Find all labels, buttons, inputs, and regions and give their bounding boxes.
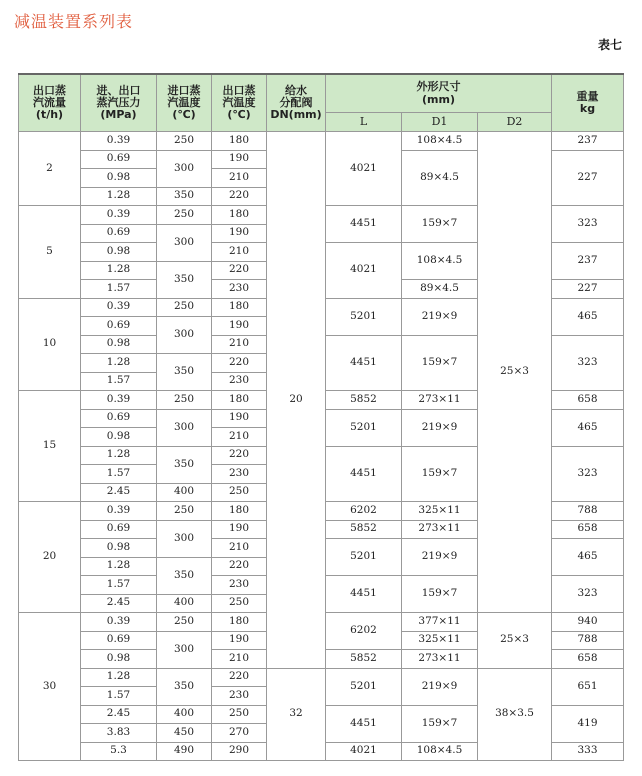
d1-cell: 219×9 bbox=[402, 298, 478, 335]
inlet-temp-cell: 300 bbox=[157, 520, 212, 557]
d1-cell: 219×9 bbox=[402, 409, 478, 446]
inlet-temp-cell: 300 bbox=[157, 150, 212, 187]
pressure-cell: 5.3 bbox=[81, 742, 157, 761]
weight-cell: 237 bbox=[552, 243, 624, 280]
pressure-cell: 0.69 bbox=[81, 224, 157, 243]
length-cell: 4021 bbox=[326, 742, 402, 761]
inlet-temp-cell: 400 bbox=[157, 594, 212, 613]
page-title: 减温装置系列表 bbox=[14, 12, 134, 31]
inlet-temp-cell: 350 bbox=[157, 187, 212, 206]
outlet-temp-cell: 210 bbox=[212, 243, 267, 262]
pressure-cell: 1.57 bbox=[81, 465, 157, 484]
outlet-temp-cell: 220 bbox=[212, 557, 267, 576]
outlet-temp-cell: 250 bbox=[212, 594, 267, 613]
pressure-cell: 0.69 bbox=[81, 631, 157, 650]
outlet-temp-cell: 210 bbox=[212, 169, 267, 188]
inlet-temp-cell: 490 bbox=[157, 742, 212, 761]
d2-cell: 25×3 bbox=[478, 132, 552, 613]
length-cell: 4451 bbox=[326, 335, 402, 391]
d1-cell: 159×7 bbox=[402, 206, 478, 243]
flow-cell: 2 bbox=[19, 132, 81, 206]
weight-cell: 651 bbox=[552, 668, 624, 705]
table-row bbox=[19, 132, 624, 151]
weight-cell: 323 bbox=[552, 206, 624, 243]
outlet-temp-cell: 220 bbox=[212, 261, 267, 280]
d1-cell: 89×4.5 bbox=[402, 150, 478, 206]
length-cell: 5852 bbox=[326, 391, 402, 410]
d1-cell: 273×11 bbox=[402, 391, 478, 410]
d1-cell: 159×7 bbox=[402, 335, 478, 391]
pressure-cell: 0.39 bbox=[81, 206, 157, 225]
inlet-temp-cell: 400 bbox=[157, 705, 212, 724]
pressure-cell: 0.69 bbox=[81, 520, 157, 539]
header-flow: 出口蒸 汽流量 (t/h) bbox=[19, 74, 81, 132]
flow-cell: 20 bbox=[19, 502, 81, 613]
header-D2: D2 bbox=[478, 113, 552, 132]
d1-cell: 108×4.5 bbox=[402, 132, 478, 151]
weight-cell: 333 bbox=[552, 742, 624, 761]
d1-cell: 219×9 bbox=[402, 668, 478, 705]
outlet-temp-cell: 230 bbox=[212, 576, 267, 595]
d2-cell: 38×3.5 bbox=[478, 668, 552, 761]
weight-cell: 788 bbox=[552, 631, 624, 650]
outlet-temp-cell: 180 bbox=[212, 613, 267, 632]
outlet-temp-cell: 220 bbox=[212, 668, 267, 687]
pressure-cell: 0.69 bbox=[81, 317, 157, 336]
inlet-temp-cell: 350 bbox=[157, 446, 212, 483]
weight-cell: 940 bbox=[552, 613, 624, 632]
flow-cell: 5 bbox=[19, 206, 81, 299]
length-cell: 5852 bbox=[326, 650, 402, 669]
weight-cell: 465 bbox=[552, 409, 624, 446]
weight-cell: 465 bbox=[552, 539, 624, 576]
pressure-cell: 0.69 bbox=[81, 409, 157, 428]
outlet-temp-cell: 180 bbox=[212, 298, 267, 317]
inlet-temp-cell: 350 bbox=[157, 354, 212, 391]
inlet-temp-cell: 300 bbox=[157, 631, 212, 668]
header-L: L bbox=[326, 113, 402, 132]
inlet-temp-cell: 300 bbox=[157, 409, 212, 446]
length-cell: 4451 bbox=[326, 705, 402, 742]
pressure-cell: 1.28 bbox=[81, 668, 157, 687]
outlet-temp-cell: 250 bbox=[212, 705, 267, 724]
pressure-cell: 0.98 bbox=[81, 243, 157, 262]
outlet-temp-cell: 190 bbox=[212, 150, 267, 169]
header-outlet-temp: 出口蒸 汽温度 (℃) bbox=[212, 74, 267, 132]
pressure-cell: 0.98 bbox=[81, 335, 157, 354]
pressure-cell: 3.83 bbox=[81, 724, 157, 743]
d1-cell: 159×7 bbox=[402, 705, 478, 742]
inlet-temp-cell: 250 bbox=[157, 132, 212, 151]
d1-cell: 273×11 bbox=[402, 650, 478, 669]
outlet-temp-cell: 190 bbox=[212, 631, 267, 650]
weight-cell: 323 bbox=[552, 335, 624, 391]
outlet-temp-cell: 220 bbox=[212, 187, 267, 206]
pressure-cell: 2.45 bbox=[81, 594, 157, 613]
d1-cell: 325×11 bbox=[402, 631, 478, 650]
pressure-cell: 0.98 bbox=[81, 428, 157, 447]
pressure-cell: 1.28 bbox=[81, 354, 157, 373]
length-cell: 4451 bbox=[326, 576, 402, 613]
weight-cell: 465 bbox=[552, 298, 624, 335]
header-weight: 重量 kg bbox=[552, 74, 624, 132]
inlet-temp-cell: 250 bbox=[157, 206, 212, 225]
header-inlet-temp: 进口蒸 汽温度 (℃) bbox=[157, 74, 212, 132]
inlet-temp-cell: 350 bbox=[157, 557, 212, 594]
outlet-temp-cell: 180 bbox=[212, 391, 267, 410]
outlet-temp-cell: 220 bbox=[212, 354, 267, 373]
d2-cell: 25×3 bbox=[478, 613, 552, 669]
length-cell: 4451 bbox=[326, 206, 402, 243]
length-cell: 5852 bbox=[326, 520, 402, 539]
outlet-temp-cell: 190 bbox=[212, 224, 267, 243]
pressure-cell: 0.39 bbox=[81, 298, 157, 317]
flow-cell: 10 bbox=[19, 298, 81, 391]
weight-cell: 658 bbox=[552, 650, 624, 669]
weight-cell: 227 bbox=[552, 150, 624, 206]
weight-cell: 227 bbox=[552, 280, 624, 299]
outlet-temp-cell: 190 bbox=[212, 520, 267, 539]
pressure-cell: 0.69 bbox=[81, 150, 157, 169]
pressure-cell: 1.28 bbox=[81, 557, 157, 576]
inlet-temp-cell: 350 bbox=[157, 668, 212, 705]
flow-cell: 30 bbox=[19, 613, 81, 761]
inlet-temp-cell: 250 bbox=[157, 613, 212, 632]
inlet-temp-cell: 300 bbox=[157, 224, 212, 261]
length-cell: 4021 bbox=[326, 132, 402, 206]
table-body bbox=[19, 132, 624, 761]
pressure-cell: 1.28 bbox=[81, 446, 157, 465]
valve-cell: 20 bbox=[267, 132, 326, 669]
pressure-cell: 1.57 bbox=[81, 280, 157, 299]
d1-cell: 89×4.5 bbox=[402, 280, 478, 299]
d1-cell: 108×4.5 bbox=[402, 742, 478, 761]
d1-cell: 159×7 bbox=[402, 576, 478, 613]
length-cell: 6202 bbox=[326, 613, 402, 650]
outlet-temp-cell: 180 bbox=[212, 132, 267, 151]
outlet-temp-cell: 210 bbox=[212, 539, 267, 558]
outlet-temp-cell: 190 bbox=[212, 409, 267, 428]
weight-cell: 658 bbox=[552, 520, 624, 539]
weight-cell: 419 bbox=[552, 705, 624, 742]
outlet-temp-cell: 190 bbox=[212, 317, 267, 336]
pressure-cell: 0.39 bbox=[81, 502, 157, 521]
outlet-temp-cell: 250 bbox=[212, 483, 267, 502]
pressure-cell: 1.28 bbox=[81, 261, 157, 280]
d1-cell: 377×11 bbox=[402, 613, 478, 632]
pressure-cell: 2.45 bbox=[81, 483, 157, 502]
length-cell: 5201 bbox=[326, 539, 402, 576]
length-cell: 5201 bbox=[326, 409, 402, 446]
d1-cell: 325×11 bbox=[402, 502, 478, 521]
flow-cell: 15 bbox=[19, 391, 81, 502]
outlet-temp-cell: 290 bbox=[212, 742, 267, 761]
length-cell: 4021 bbox=[326, 243, 402, 299]
outlet-temp-cell: 180 bbox=[212, 206, 267, 225]
weight-cell: 237 bbox=[552, 132, 624, 151]
weight-cell: 658 bbox=[552, 391, 624, 410]
outlet-temp-cell: 210 bbox=[212, 428, 267, 447]
outlet-temp-cell: 270 bbox=[212, 724, 267, 743]
outlet-temp-cell: 230 bbox=[212, 687, 267, 706]
pressure-cell: 1.57 bbox=[81, 687, 157, 706]
outlet-temp-cell: 180 bbox=[212, 502, 267, 521]
outlet-temp-cell: 210 bbox=[212, 335, 267, 354]
spec-table bbox=[18, 73, 624, 761]
weight-cell: 323 bbox=[552, 446, 624, 502]
outlet-temp-cell: 230 bbox=[212, 465, 267, 484]
inlet-temp-cell: 250 bbox=[157, 298, 212, 317]
pressure-cell: 0.98 bbox=[81, 169, 157, 188]
outlet-temp-cell: 210 bbox=[212, 650, 267, 669]
inlet-temp-cell: 250 bbox=[157, 391, 212, 410]
table-row bbox=[19, 668, 624, 687]
d1-cell: 108×4.5 bbox=[402, 243, 478, 280]
pressure-cell: 0.39 bbox=[81, 132, 157, 151]
inlet-temp-cell: 350 bbox=[157, 261, 212, 298]
length-cell: 6202 bbox=[326, 502, 402, 521]
inlet-temp-cell: 300 bbox=[157, 317, 212, 354]
d1-cell: 273×11 bbox=[402, 520, 478, 539]
pressure-cell: 2.45 bbox=[81, 705, 157, 724]
pressure-cell: 0.39 bbox=[81, 391, 157, 410]
inlet-temp-cell: 400 bbox=[157, 483, 212, 502]
inlet-temp-cell: 250 bbox=[157, 502, 212, 521]
outlet-temp-cell: 220 bbox=[212, 446, 267, 465]
weight-cell: 323 bbox=[552, 576, 624, 613]
outlet-temp-cell: 230 bbox=[212, 372, 267, 391]
header-dimensions: 外形尺寸 (mm) bbox=[326, 74, 552, 113]
pressure-cell: 0.98 bbox=[81, 539, 157, 558]
length-cell: 5201 bbox=[326, 298, 402, 335]
outlet-temp-cell: 230 bbox=[212, 280, 267, 299]
pressure-cell: 0.98 bbox=[81, 650, 157, 669]
length-cell: 4451 bbox=[326, 446, 402, 502]
header-valve: 给水 分配阀 DN(mm) bbox=[267, 74, 326, 132]
d1-cell: 219×9 bbox=[402, 539, 478, 576]
weight-cell: 788 bbox=[552, 502, 624, 521]
length-cell: 5201 bbox=[326, 668, 402, 705]
pressure-cell: 1.57 bbox=[81, 372, 157, 391]
header-D1: D1 bbox=[402, 113, 478, 132]
pressure-cell: 1.57 bbox=[81, 576, 157, 595]
header-pressure: 进、出口 蒸汽压力 (MPa) bbox=[81, 74, 157, 132]
d1-cell: 159×7 bbox=[402, 446, 478, 502]
inlet-temp-cell: 450 bbox=[157, 724, 212, 743]
pressure-cell: 1.28 bbox=[81, 187, 157, 206]
table-number: 表七 bbox=[597, 38, 622, 52]
valve-cell: 32 bbox=[267, 668, 326, 761]
pressure-cell: 0.39 bbox=[81, 613, 157, 632]
